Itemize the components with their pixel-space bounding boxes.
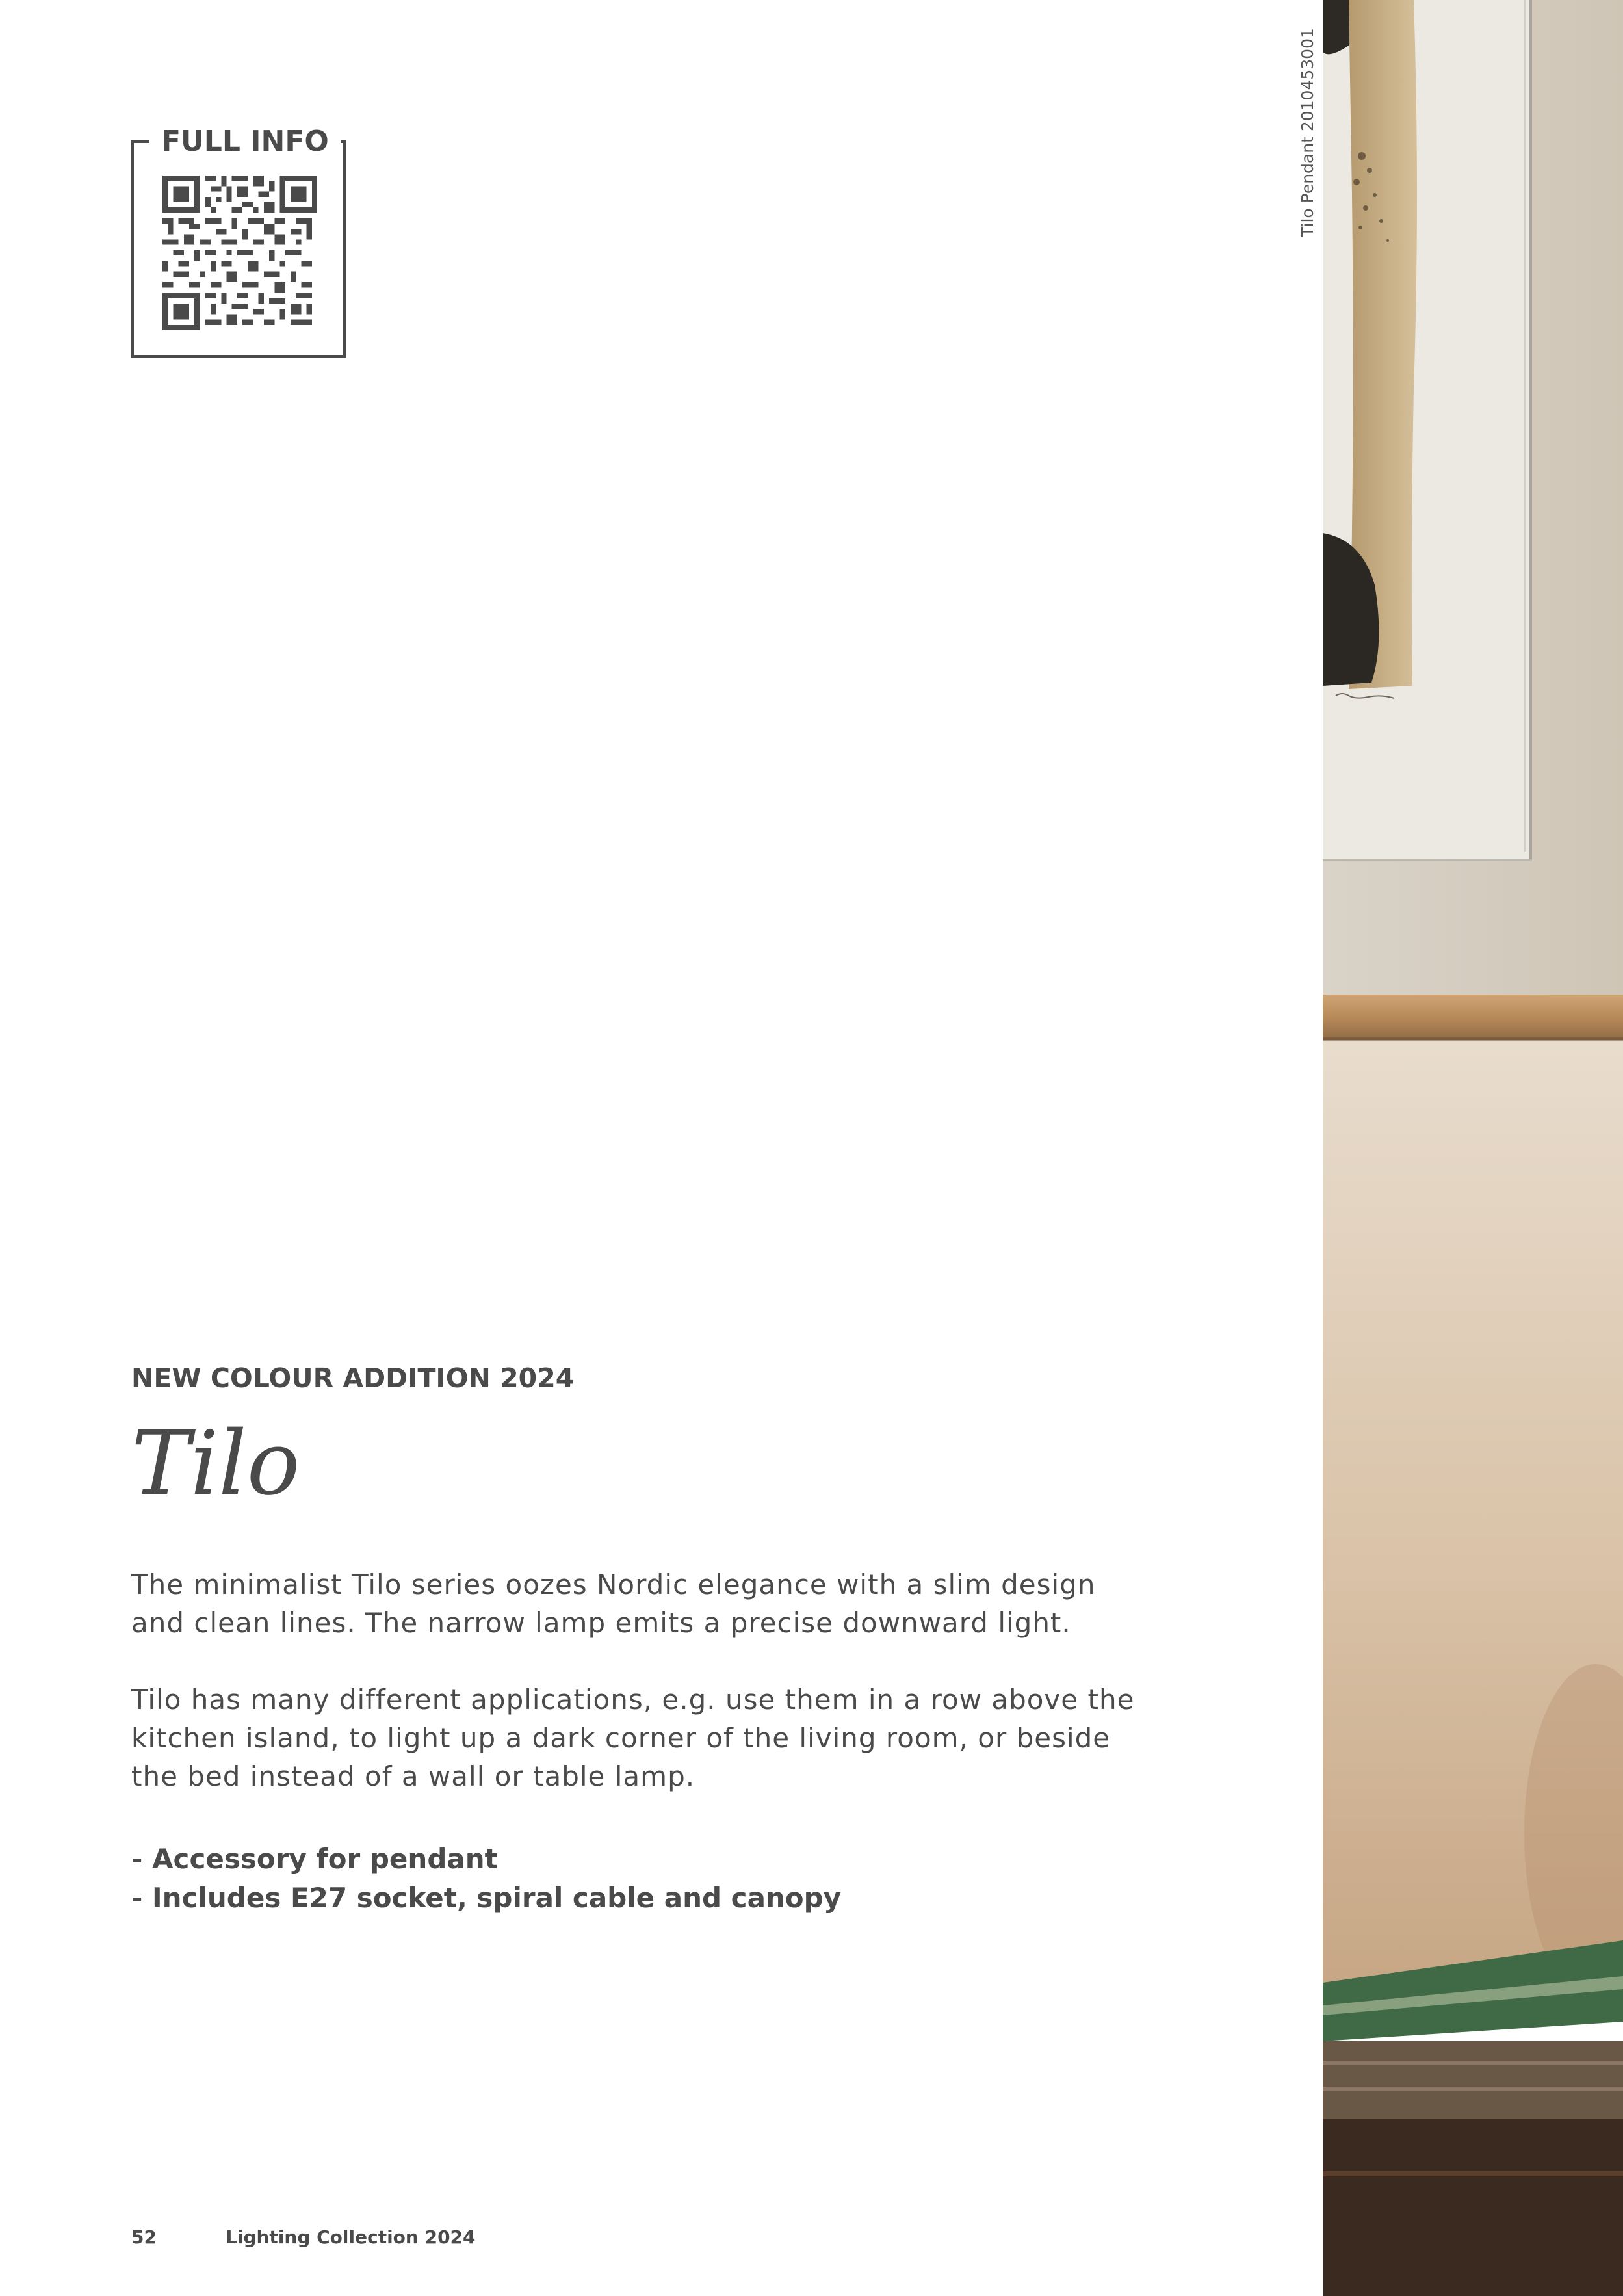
- feature-list: [131, 1840, 841, 1918]
- product-eyebrow: NEW COLOUR ADDITION 2024: [131, 1363, 575, 1394]
- product-description-1: The minimalist Tilo series oozes Nordic elegance with a slim design and clean lines. The narrow lamp emits a precise downward light.: [131, 1569, 1096, 1639]
- feature-item: - Accessory for pendant: [131, 1843, 498, 1875]
- qr-code-icon[interactable]: [162, 176, 317, 330]
- product-code-text: Tilo Pendant 2010453001: [1298, 28, 1317, 237]
- collection-name: Lighting Collection 2024: [226, 2226, 476, 2248]
- interior-photo: [1323, 0, 1623, 2296]
- product-description-2: Tilo has many different applications, e.g. use them in a row above the kitchen island, to light up a dark corner of the living room, or beside the bed instead of a wall or table lamp.: [131, 1684, 1135, 1792]
- feature-item: - Includes E27 socket, spiral cable and canopy: [131, 1882, 842, 1914]
- product-code-vertical: [1295, 22, 1321, 237]
- qr-label: FULL INFO: [149, 125, 341, 159]
- qr-info-box[interactable]: [131, 125, 346, 358]
- page-number: 52: [131, 2226, 157, 2248]
- product-title: Tilo: [131, 1413, 300, 1515]
